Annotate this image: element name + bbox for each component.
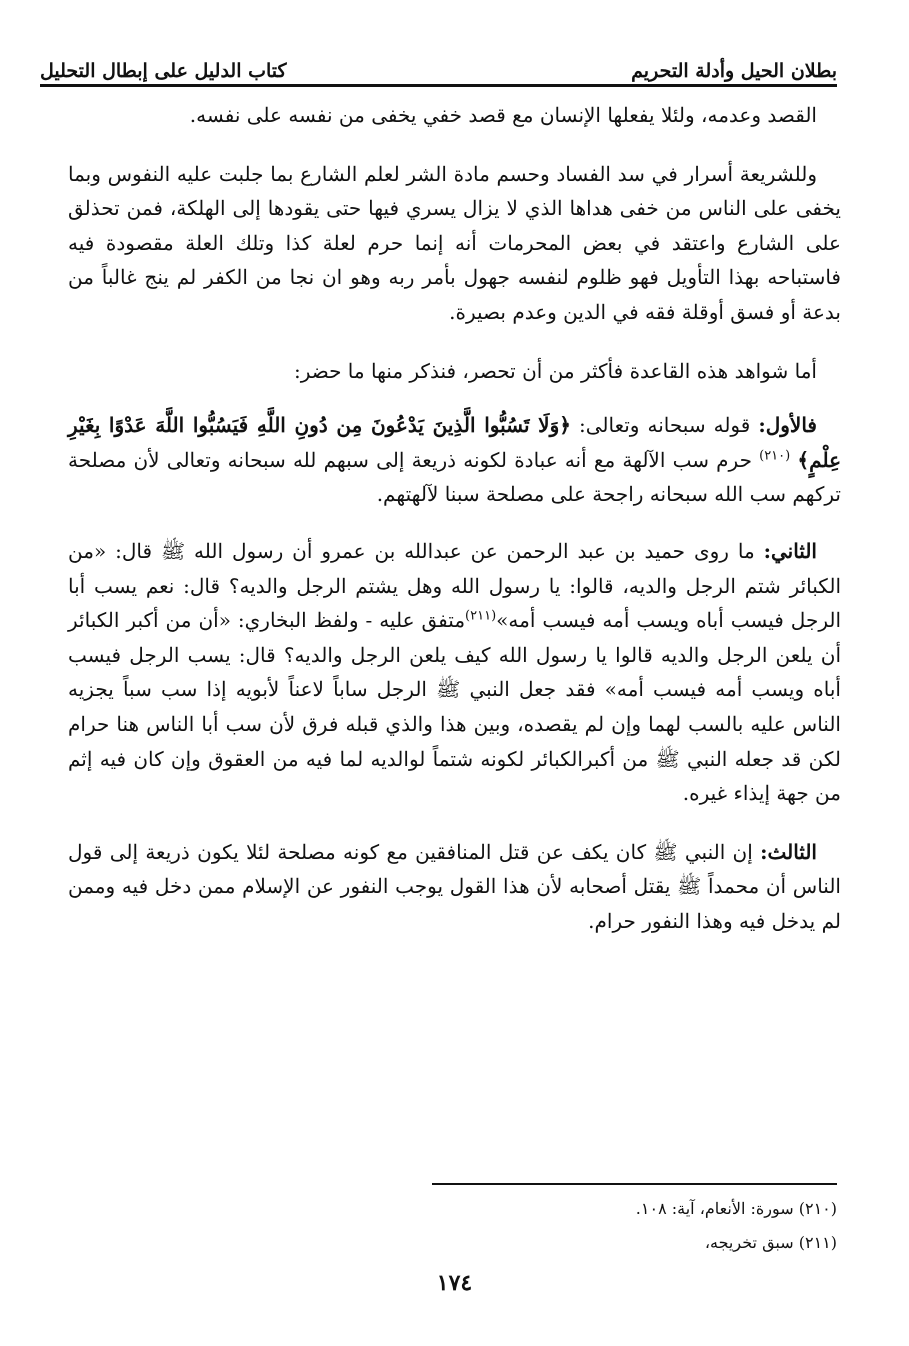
third-label: الثالث: — [760, 839, 817, 864]
paragraph-2: وللشريعة أسرار في سد الفساد وحسم مادة الشر لعلم الشارع بما جلبت عليه النفوس وبما يخفى على الناس من خفى هداها الذي لا يزال يسري فيها حتى يقودها إلى الهلكة، فمن تحذلق على الشارع واعتقد في بعض المحرمات أنه إنما حرم لعلة كذا وتلك العلة مقصودة فيه فاستباحه بهذا التأويل فهو ظلوم لنفسه جهول بأمر ربه وهو ان نجا من الكفر لم ينج غالباً من بدعة أو فسق أوقلة فقه في الدين وعدم بصيرة. — [68, 161, 841, 324]
footnote-rule — [432, 1183, 837, 1185]
second-text-1: ما روى حميد بن عبد الرحمن عن عبدالله بن عمرو أن رسول الله ﷺ قال: «من الكبائر شتم الرجل والديه، قالوا: يا رسول الله وهل يشتم الرجل والديه؟ قال: نعم يسب أبا الرجل فيسب أباه ويسب أمه فيسب أمه» — [68, 538, 841, 633]
body-text — [68, 98, 841, 938]
header-left-title: كتاب الدليل على إبطال التحليل — [40, 60, 287, 82]
quran-verse: ﴿وَلَا تَسُبُّوا الَّذِينَ يَدْعُونَ مِن دُونِ اللَّهِ فَيَسُبُّوا اللَّهَ عَدْوًا بِغَيْرِ عِلْمٍ﴾ — [68, 413, 842, 472]
paragraph-3: أما شواهد هذه القاعدة فأكثر من أن تحصر، فنذكر منها ما حضر: — [293, 358, 817, 383]
paragraph-1: القصد وعدمه، ولئلا يفعلها الإنسان مع قصد خفي يخفى من نفسه على نفسه. — [189, 103, 817, 127]
header-rule — [40, 84, 837, 87]
first-intro: قوله سبحانه وتعالى: — [570, 413, 759, 438]
paragraph-third-evidence — [68, 835, 841, 939]
header-right-title: بطلان الحيل وأدلة التحريم — [631, 60, 837, 82]
third-text: إن النبي ﷺ كان يكف عن قتل المنافقين مع كونه مصلحة لئلا يكون ذريعة إلى قول الناس أن محمداً ﷺ يقتل أصحابه لأن هذا القول يوجب النفور عن الإسلام ممن دخل فيه وممن لم يدخل فيه وهذا النفور حرام. — [68, 839, 841, 933]
footnote-ref-210: (٢١٠) — [759, 448, 791, 464]
footnote-210: (٢١٠) سورة: الأنعام، آية: ١٠٨. — [635, 1199, 837, 1218]
second-label: الثاني: — [763, 538, 817, 563]
footnote-211: (٢١١) سبق تخريجه، — [704, 1233, 837, 1252]
paragraph-second-evidence — [68, 534, 841, 811]
first-rest: حرم سب الآلهة مع أنه عبادة لكونه ذريعة إلى سبهم لله سبحانه وتعالى لأن مصلحة تركهم سب الله سبحانه راجحة على مصلحة سبنا لآلهتهم. — [68, 447, 841, 507]
second-text-2: متفق عليه - ولفظ البخاري: «أن من أكبر الكبائر أن يلعن الرجل والديه قالوا يا رسول الله كيف يلعن الرجل والديه؟ قال: يسب الرجل فيسب أباه ويسب أمه فيسب أمه» فقد جعل النبي ﷺ الرجل ساباً لاعناً لأبويه إذا سب سباً يجزيه الناس عليه بالسب لهما وإن لم يقصده، وبين هذا والذي قبله فرق لأن سب أبا الناس هنا حرام لكن قد جعله النبي ﷺ من أكبرالكبائر لكونه شتماً لوالديه لما فيه من العقوق وإن كان فيه إثم من جهة إيذاء غيره. — [68, 608, 841, 806]
footnotes — [300, 1192, 837, 1260]
page-number: ١٧٤ — [436, 1270, 473, 1296]
footnote-ref-211: (٢١١) — [465, 608, 497, 624]
running-header — [40, 38, 837, 82]
paragraph-first-evidence — [68, 408, 841, 512]
first-label: فالأول: — [758, 413, 817, 438]
